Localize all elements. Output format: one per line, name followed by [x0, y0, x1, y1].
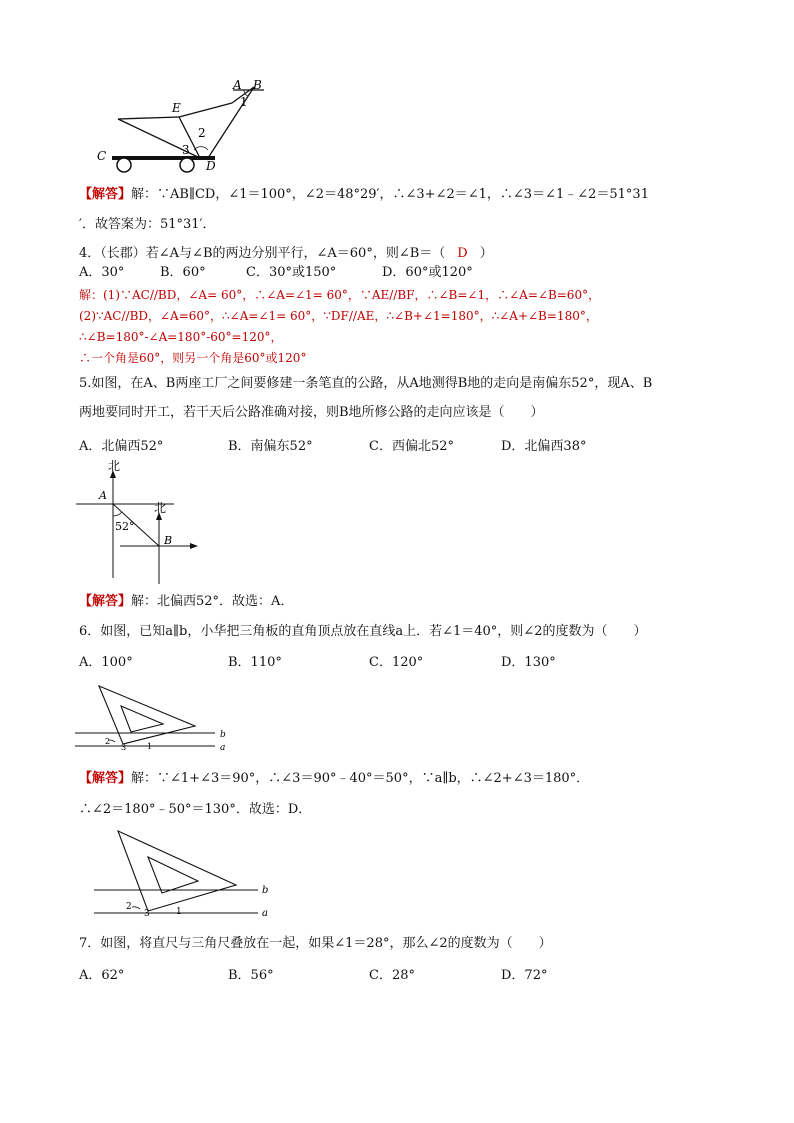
q4-solution-line4: ∴一个角是60°，则另一个角是60°或120° — [79, 351, 307, 365]
q6-option-d: D．130° — [501, 655, 556, 670]
q6-option-b: B．110° — [228, 655, 282, 670]
q5-stem-line2: 两地要同时开工，若干天后公路准确对接，则B地所修公路的走向应该是（ ） — [79, 405, 544, 420]
cart-label-c: C — [97, 149, 107, 163]
q5-option-d: D．北偏西38° — [501, 439, 587, 454]
q5-option-a: A．北偏西52° — [79, 439, 164, 454]
cart-label-1: 1 — [240, 95, 248, 109]
point-b-label: B — [164, 534, 173, 547]
angle-2-label: 2 — [105, 737, 111, 746]
north-label-top: 北 — [108, 459, 121, 473]
q6-answer-line2: ∴∠2＝180°﹣50°＝130°．故选：D． — [79, 802, 312, 817]
answer-tag: 【解答】 — [79, 187, 132, 202]
q4-option-a: A．30° — [79, 265, 125, 280]
answer-tag: 【解答】 — [79, 771, 132, 786]
cart-label-d: D — [206, 159, 216, 173]
q4-solution-line2: (2)∵AC//BD，∠A=60°，∴∠A=∠1= 60°，∵DF//AE，∴∠B+∠1=180°，∴∠A+∠B=180°， — [79, 309, 598, 323]
q4-option-c: C．30°或150° — [246, 265, 337, 280]
q5-answer-text: 解：北偏西52°．故选：A． — [131, 594, 294, 609]
q4-option-b: B．60° — [160, 265, 206, 280]
q5-stem-line1: 5.如图，在A、B两座工厂之间要修建一条笔直的公路，从A地测得B地的走向是南偏东52°，现A、B — [79, 376, 653, 391]
q6-answer-line1 — [79, 770, 589, 788]
line-a-label: a — [262, 908, 268, 919]
triangle-figure-1 — [75, 682, 235, 756]
angle-52-label: 52° — [115, 520, 135, 533]
q7-option-a: A．62° — [79, 968, 125, 983]
q4-stem-end: ） — [479, 246, 493, 261]
q4-solution-line3: ∴∠B=180°-∠A=180°-60°=120°， — [79, 330, 283, 344]
q7-option-b: B．56° — [228, 968, 274, 983]
q7-option-d: D．72° — [501, 968, 548, 983]
cart-label-e: E — [172, 101, 181, 115]
q5-answer — [79, 593, 293, 611]
q6-option-c: C．120° — [369, 655, 424, 670]
direction-figure — [70, 458, 200, 584]
cart-label-a: A — [233, 78, 242, 92]
q5-option-b: B．南偏东52° — [228, 439, 313, 454]
triangle-figure-2 — [90, 827, 280, 923]
angle-1-label: 1 — [147, 742, 153, 751]
q7-option-c: C．28° — [369, 968, 415, 983]
angle-3-label: 3 — [144, 909, 150, 919]
north-label-b: 北 — [154, 501, 167, 515]
cart-figure — [90, 76, 280, 178]
q4-answer: D — [457, 246, 468, 261]
q3-answer-line1 — [79, 186, 649, 204]
q6-option-a: A．100° — [79, 655, 133, 670]
angle-2-label: 2 — [126, 902, 132, 912]
q6-stem: 6．如图，已知a∥b，小华把三角板的直角顶点放在直线a上．若∠1＝40°，则∠2的度数为（ ） — [79, 624, 647, 639]
cart-label-2: 2 — [198, 126, 206, 140]
q4-stem — [79, 245, 493, 263]
q3-answer-line2: ′．故答案为：51°31′． — [79, 217, 216, 232]
q4-stem-text: 4．（长郡）若∠A与∠B的两边分别平行，∠A＝60°，则∠B＝（ — [79, 246, 446, 261]
line-b-label: b — [220, 730, 226, 740]
q4-option-d: D．60°或120° — [382, 265, 473, 280]
line-b-label: b — [262, 885, 269, 896]
angle-1-label: 1 — [176, 907, 182, 917]
angle-3-label: 3 — [121, 743, 127, 752]
cart-label-3: 3 — [182, 143, 190, 157]
q6-answer-text: 解：∵∠1+∠3＝90°，∴∠3＝90°﹣40°＝50°，∵a∥b，∴∠2+∠3＝180°． — [131, 771, 590, 786]
answer-tag: 【解答】 — [79, 594, 132, 609]
q4-solution-line1: 解：(1)∵AC//BD，∠A= 60°，∴∠A=∠1= 60°，∵AE//BF，∴∠B=∠1，∴∠A=∠B=60°， — [79, 288, 601, 302]
point-a-label: A — [99, 489, 107, 502]
line-a-label: a — [220, 743, 226, 753]
q3-answer-text: 解：∵AB∥CD，∠1＝100°，∠2＝48°29′，∴∠3+∠2＝∠1，∴∠3＝∠1﹣∠2＝51°31 — [131, 187, 649, 202]
q5-option-c: C．西偏北52° — [369, 439, 454, 454]
cart-label-b: B — [253, 78, 262, 92]
q7-stem: 7．如图，将直尺与三角尺叠放在一起，如果∠1＝28°，那么∠2的度数为（ ） — [79, 936, 552, 951]
